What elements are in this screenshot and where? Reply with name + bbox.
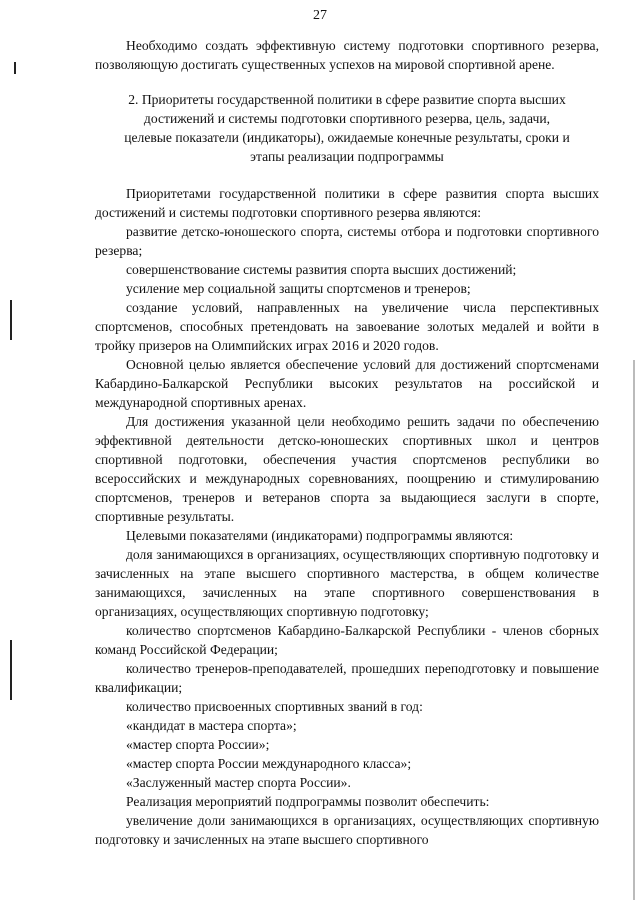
paragraph: «мастер спорта России международного класса»;	[126, 756, 412, 771]
scan-mark-left-top	[14, 62, 16, 74]
heading-line: достижений и системы подготовки спортивного резерва, цель, задачи,	[143, 111, 551, 126]
paragraph: «мастер спорта России»;	[126, 737, 270, 752]
paragraph: количество присвоенных спортивных званий в год:	[126, 699, 423, 714]
heading-line: 2. Приоритеты государственной политики в сфере развитие спорта высших	[128, 92, 566, 107]
paragraph: количество спортсменов Кабардино-Балкарской Республики - членов сборных команд Российской Федерации;	[95, 623, 599, 657]
section-heading	[95, 90, 599, 166]
heading-line: целевые показатели (индикаторы), ожидаемые конечные результаты, сроки и	[124, 130, 570, 145]
paragraph: Целевыми показателями (индикаторами) подпрограммы являются:	[126, 528, 514, 543]
paragraph: совершенствование системы развития спорта высших достижений;	[126, 262, 517, 277]
paragraph: усиление мер социальной защиты спортсменов и тренеров;	[126, 281, 471, 296]
intro-paragraph: Необходимо создать эффективную систему подготовки спортивного резерва, позволяющую достигать существенных успехов на мировой спортивной арене.	[95, 38, 599, 72]
scan-mark-left-lower	[10, 640, 12, 700]
paragraph: Основной целью является обеспечение условий для достижений спортсменами Кабардино-Балкарской Республики высоких результатов на российской и международной спортивных аренах.	[95, 357, 599, 410]
heading-line: этапы реализации подпрограммы	[250, 149, 444, 164]
scan-mark-right-edge	[633, 360, 635, 900]
paragraph: доля занимающихся в организациях, осуществляющих спортивную подготовку и зачисленных на этапе высшего спортивного мастерства, в общем количестве занимающихся, зачисленных на этапе спортивного совершенствования в организациях, осуществляющих спортивную подготовку;	[95, 547, 599, 619]
paragraph: «кандидат в мастера спорта»;	[126, 718, 297, 733]
scan-mark-left-mid	[10, 300, 12, 340]
paragraph: развитие детско-юношеского спорта, системы отбора и подготовки спортивного резерва;	[95, 224, 599, 258]
paragraph: Приоритетами государственной политики в сфере развития спорта высших достижений и системы подготовки спортивного резерва являются:	[95, 186, 599, 220]
paragraph: «Заслуженный мастер спорта России».	[126, 775, 351, 790]
paragraph: Для достижения указанной цели необходимо решить задачи по обеспечению эффективной деятельности детско-юношеских спортивных школ и центров спортивной подготовки, обеспечения участия спортсменов республики во всероссийских и международных соревнованиях, поощрению и стимулированию спортсменов, тренеров и ветеранов спорта за выдающиеся заслуги в спорте, спортивные результаты.	[95, 414, 599, 524]
document-body	[95, 36, 599, 849]
page-number: 27	[313, 8, 327, 23]
paragraph: Реализация мероприятий подпрограммы позволит обеспечить:	[126, 794, 490, 809]
paragraph: увеличение доли занимающихся в организациях, осуществляющих спортивную подготовку и зачисленных на этапе высшего спортивного	[95, 813, 599, 847]
paragraph: создание условий, направленных на увеличение числа перспективных спортсменов, способных претендовать на завоевание золотых медалей и войти в тройку призеров на Олимпийских играх 2016 и 2020 годов.	[95, 300, 599, 353]
paragraph: количество тренеров-преподавателей, прошедших переподготовку и повышение квалификации;	[95, 661, 599, 695]
